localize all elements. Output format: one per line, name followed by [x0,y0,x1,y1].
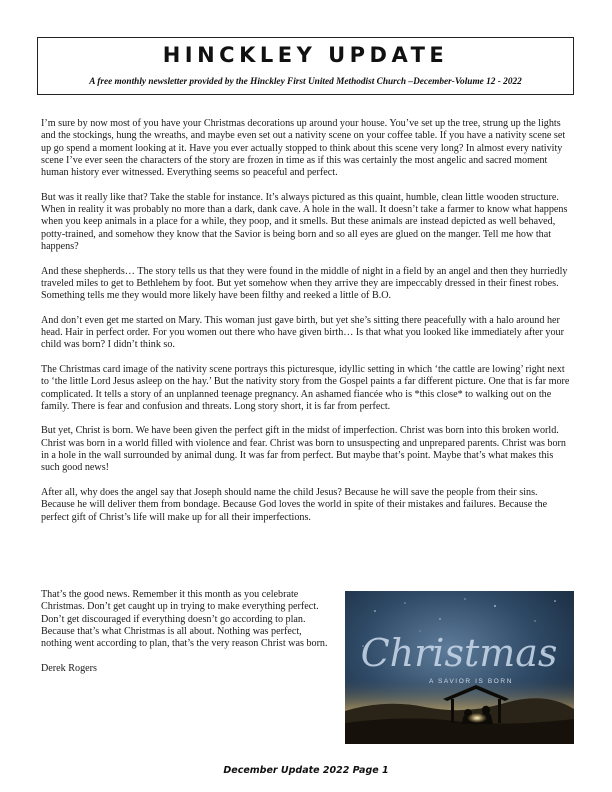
paragraph: And don’t even get me started on Mary. This woman just gave birth, but yet she’s sitting there peacefully with a halo around her head. Hair in perfect order. For you women out there who have given birth… Is that what you looked like immediately after your child was born? I didn’t think so. [41,314,564,351]
paragraph: I’m sure by now most of you have your Christmas decorations up around your house. You’ve set up the tree, strung up the lights and the stockings, hung the wreaths, and maybe even set out a nativity scene on your coffee table. If you have a nativity scene set up go spend a moment looking at it. Have you ever actually stopped to think about this scene very long? In almost every nativity scene I’ve ever seen the characters of the story are frozen in time as if this was certainly the most angelic and sacred moment human history ever witnessed. Everything seems so peaceful and perfect. [41,118,566,179]
author-signature: Derek Rogers [41,662,97,674]
paragraph: After all, why does the angel say that Joseph should name the child Jesus? Because he will save the people from their sins. Because he will deliver them from bondage. Because God loves the world in spite of their mistakes and failures. Because the perfect gift of Christ’s life will make up for all their imperfections. [41,486,548,523]
image-tagline-text: A SAVIOR IS BORN [429,678,513,685]
article-body [41,118,573,536]
masthead [37,37,574,95]
page-footer: December Update 2022 Page 1 [223,765,389,776]
image-title-text: Christmas [360,631,558,675]
newsletter-title: HINCKLEY UPDATE [162,43,449,67]
paragraph: And these shepherds… The story tells us that they were found in the middle of night in a field by an angel and then they hurriedly traveled miles to get to Bethlehem by foot. But yet somehow when they arrive they are impeccably dressed in their finest robes. Something tells me they would more likely have been filthy and reeked a little of B.O. [41,265,568,302]
paragraph: But was it really like that? Take the stable for instance. It’s always pictured as this quaint, humble, clean little wooden structure. When in reality it was probably no more than a dark, dank cave. A hole in the wall. It doesn’t take a farmer to know what happens when you keep animals in a place for a while, they poop, and it smells. But these animals are instead depicted as well behaved, potty-trained, and somehow they know that the Savior is being born and so all eyes are glued on the manger. Tell me how that happens? [41,191,568,252]
closing-paragraph: That’s the good news. Remember it this month as you celebrate Christmas. Don’t get caught up in trying to make everything perfect. Don’t get discouraged if everything doesn’t go according to plan. Because that’s what Christmas is all about. Nothing was perfect, nothing went according to plan, that’s the very reason Christ was born. [41,589,328,650]
paragraph: But yet, Christ is born. We have been given the perfect gift in the midst of imperfection. Christ was born into this broken world. Christ was born in a world filled with violence and fear. Christ was born to unsuspecting and unprepared parents. Christ was born in a hole in the wall surrounded by animal dung. It was far from perfect. But maybe that’s point. Maybe that’s what makes this such good news! [41,425,566,474]
christmas-nativity-image [345,591,574,744]
paragraph: The Christmas card image of the nativity scene portrays this picturesque, idyllic setting in which ‘the cattle are lowing’ right next to ‘the little Lord Jesus asleep on the hay.’ But the nativity story from the Gospel paints a far different picture. One that is far more complicated. It tells a story of an unplanned teenage pregnancy. An ashamed fiancée who is *this close* to walking out on the family. There is fear and confusion and threats. Long story short, it is far from perfect. [41,363,570,412]
article-closing [41,589,331,687]
newsletter-subtitle: A free monthly newsletter provided by the Hinckley First United Methodist Church –December-Volume 12 - 2022 [89,77,522,87]
